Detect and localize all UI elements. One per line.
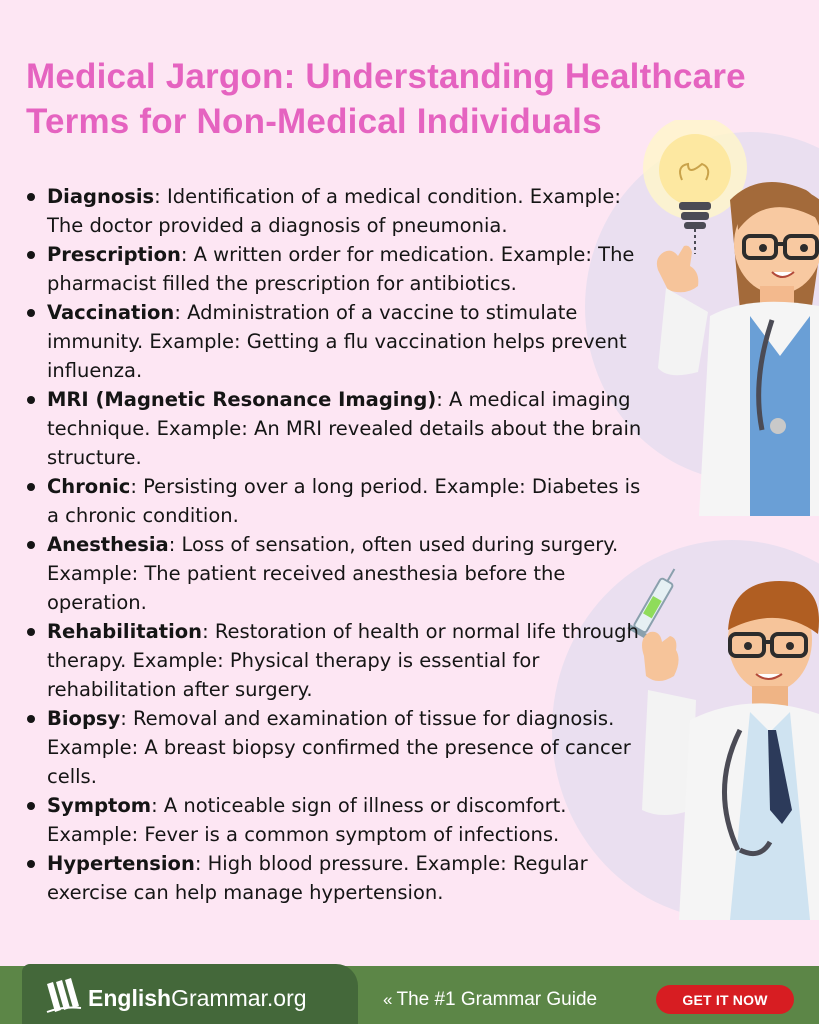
double-chevron-left-icon: « — [383, 990, 393, 1009]
term-label: Prescription — [47, 243, 181, 266]
logo-bold-text: English — [88, 985, 172, 1011]
list-item — [22, 472, 647, 530]
lightbulb-icon — [659, 134, 731, 254]
term-definition: : Loss of sensation, often used during surgery. Example: The patient received anesthesia before the operation. — [47, 533, 619, 614]
term-definition: : Removal and examination of tissue for diagnosis. Example: A breast biopsy confirmed the presence of cancer cells. — [47, 707, 631, 788]
term-definition: : A noticeable sign of illness or discomfort. Example: Fever is a common symptom of infections. — [47, 794, 567, 846]
list-item — [22, 791, 647, 849]
site-logo-text[interactable] — [88, 985, 307, 1012]
term-definition: : A written order for medication. Example: The pharmacist filled the prescription for antibiotics. — [47, 243, 635, 295]
term-label: Chronic — [47, 475, 131, 498]
term-definition: : Identification of a medical condition. Example: The doctor provided a diagnosis of pneumonia. — [47, 185, 621, 237]
terms-list — [22, 182, 647, 907]
list-item — [22, 385, 647, 472]
term-label: Biopsy — [47, 707, 121, 730]
list-item — [22, 530, 647, 617]
list-item — [22, 849, 647, 907]
list-item — [22, 704, 647, 791]
list-item — [22, 182, 647, 240]
term-label: Diagnosis — [47, 185, 155, 208]
get-it-now-button[interactable]: GET IT NOW — [656, 985, 794, 1014]
list-item — [22, 617, 647, 704]
title-line-2: Terms for Non-Medical Individuals — [26, 102, 602, 141]
term-definition: : Restoration of health or normal life through therapy. Example: Physical therapy is essential for rehabilitation after surgery. — [47, 620, 639, 701]
term-definition: : Administration of a vaccine to stimulate immunity. Example: Getting a flu vaccination helps prevent influenza. — [47, 301, 627, 382]
title-line-1: Medical Jargon: Understanding Healthcare — [26, 57, 746, 96]
male-doctor-illustration — [620, 560, 819, 920]
tagline-text: The #1 Grammar Guide — [396, 989, 598, 1010]
term-label: Anesthesia — [47, 533, 169, 556]
list-item — [22, 240, 647, 298]
term-definition: : Persisting over a long period. Example: Diabetes is a chronic condition. — [47, 475, 641, 527]
term-label: MRI (Magnetic Resonance Imaging) — [47, 388, 437, 411]
term-definition: : High blood pressure. Example: Regular exercise can help manage hypertension. — [47, 852, 588, 904]
term-label: Hypertension — [47, 852, 195, 875]
list-item — [22, 298, 647, 385]
term-label: Vaccination — [47, 301, 175, 324]
logo-light-text: Grammar.org — [171, 985, 307, 1011]
footer-tagline — [383, 989, 597, 1011]
term-label: Symptom — [47, 794, 152, 817]
term-definition: : A medical imaging technique. Example: An MRI revealed details about the brain structure. — [47, 388, 642, 469]
book-logo-icon — [45, 978, 85, 1014]
term-label: Rehabilitation — [47, 620, 203, 643]
